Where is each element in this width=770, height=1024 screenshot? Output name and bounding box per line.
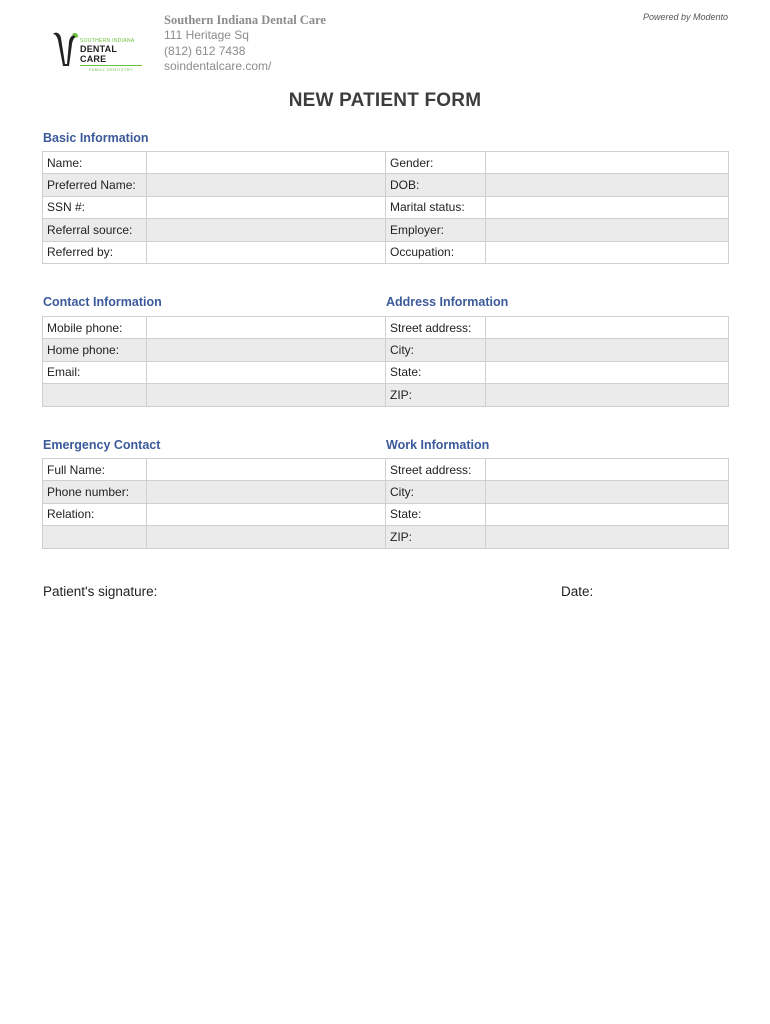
field-label: Employer: [386,219,486,241]
email-input[interactable] [147,362,385,382]
field-label: Referred by: [43,241,147,263]
work-city-field[interactable] [486,481,729,503]
emergency-relation-field[interactable] [147,503,386,525]
date-label: Date: [561,584,594,599]
field-label: Referral source: [43,219,147,241]
employer-input[interactable] [486,220,728,240]
work-state-field[interactable] [486,503,729,525]
field-label: State: [386,361,486,383]
marital-status-field[interactable] [486,196,729,218]
emergency-phone-input[interactable] [147,482,385,502]
form-title: NEW PATIENT FORM [288,90,482,111]
referral-source-input[interactable] [147,220,385,240]
logo-text-sub: FAMILY DENTISTRY [89,67,133,72]
table-row [43,152,729,174]
ssn-input[interactable] [147,197,385,217]
table-row [43,241,729,263]
field-label [43,526,147,548]
home-phone-input[interactable] [147,340,385,360]
contact-address-table [42,316,729,407]
field-label: Mobile phone: [43,317,147,339]
table-row [43,526,729,548]
referred-by-field[interactable] [147,241,386,263]
field-label: Preferred Name: [43,174,147,196]
referral-source-field[interactable] [147,219,386,241]
emergency-relation-input[interactable] [147,504,385,524]
field-label: Name: [43,152,147,174]
practice-website[interactable]: soindentalcare.com/ [164,59,272,73]
work-street-address-input[interactable] [486,460,728,480]
home-phone-field[interactable] [147,339,386,361]
employer-field[interactable] [486,219,729,241]
gender-field[interactable] [486,152,729,174]
work-state-input[interactable] [486,504,728,524]
section-title-basic: Basic Information [43,131,149,145]
field-label: Marital status: [386,196,486,218]
emergency-work-table [42,458,729,549]
basic-info-table [42,151,729,264]
state-input[interactable] [486,362,728,382]
name-field[interactable] [147,152,386,174]
logo-underline [80,65,142,66]
field-label: Home phone: [43,339,147,361]
field-label: Street address: [386,459,486,481]
signature-label: Patient's signature: [43,584,158,599]
preferred-name-field[interactable] [147,174,386,196]
street-address-field[interactable] [486,317,729,339]
dob-input[interactable] [486,175,728,195]
logo-text-top: SOUTHERN INDIANA [80,38,135,44]
work-zip-field[interactable] [486,526,729,548]
practice-name: Southern Indiana Dental Care [164,13,326,27]
field-label: City: [386,481,486,503]
emergency-full-name-field[interactable] [147,459,386,481]
state-field[interactable] [486,361,729,383]
dob-field[interactable] [486,174,729,196]
logo-wordmark [80,38,142,72]
section-title-contact: Contact Information [43,295,162,309]
empty-field [147,384,386,406]
empty-field [147,526,386,548]
emergency-phone-field[interactable] [147,481,386,503]
gender-input[interactable] [486,153,728,173]
street-address-input[interactable] [486,318,728,338]
table-row [43,503,729,525]
field-label: ZIP: [386,384,486,406]
referred-by-input[interactable] [147,242,385,262]
zip-field[interactable] [486,384,729,406]
mobile-phone-input[interactable] [147,318,385,338]
table-row [43,361,729,383]
field-label: Email: [43,361,147,383]
table-row [43,339,729,361]
field-label: City: [386,339,486,361]
field-label: Street address: [386,317,486,339]
field-label: Full Name: [43,459,147,481]
occupation-input[interactable] [486,242,728,262]
powered-by-label: Powered by Modento [642,12,728,22]
section-title-work: Work Information [386,438,490,452]
table-row [43,196,729,218]
city-field[interactable] [486,339,729,361]
field-label: Relation: [43,503,147,525]
practice-address: 111 Heritage Sq [164,28,249,42]
work-street-address-field[interactable] [486,459,729,481]
mobile-phone-field[interactable] [147,317,386,339]
work-zip-input[interactable] [486,527,728,547]
marital-status-input[interactable] [486,197,728,217]
table-row [43,384,729,406]
field-label: Phone number: [43,481,147,503]
field-label: Gender: [386,152,486,174]
table-row [43,317,729,339]
table-row [43,219,729,241]
logo-text-main: DENTAL CARE [80,44,117,64]
emergency-full-name-input[interactable] [147,460,385,480]
table-row [43,459,729,481]
field-label: SSN #: [43,196,147,218]
section-title-emergency: Emergency Contact [43,438,161,452]
field-label: Occupation: [386,241,486,263]
practice-info [164,12,326,75]
practice-phone: (812) 612 7438 [164,43,246,58]
field-label: DOB: [386,174,486,196]
table-row [43,481,729,503]
city-input[interactable] [486,340,728,360]
occupation-field[interactable] [486,241,729,263]
preferred-name-input[interactable] [147,175,385,195]
field-label: ZIP: [386,526,486,548]
table-row [43,174,729,196]
work-city-input[interactable] [486,482,728,502]
name-input[interactable] [147,153,385,173]
field-label: State: [386,503,486,525]
section-title-address: Address Information [386,295,509,309]
email-field[interactable] [147,361,386,383]
field-label [43,384,147,406]
zip-input[interactable] [486,385,728,405]
ssn-field[interactable] [147,196,386,218]
